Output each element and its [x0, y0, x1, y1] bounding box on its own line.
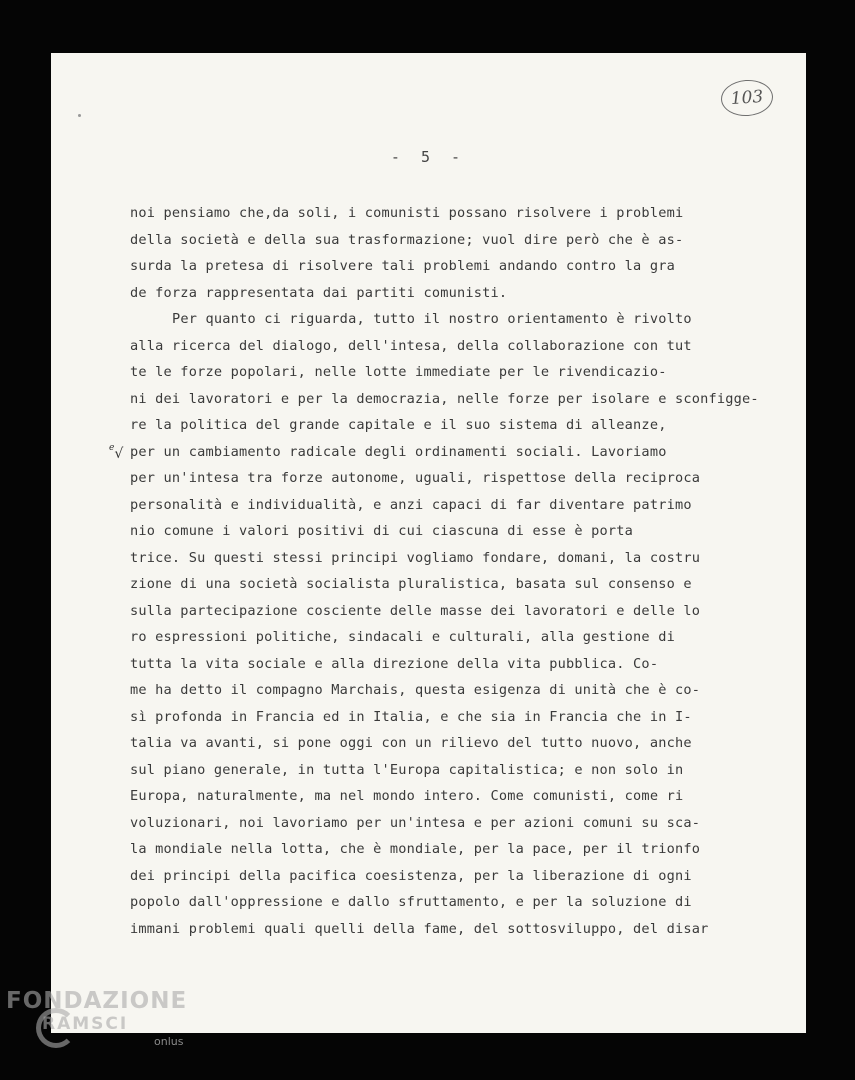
text-line: sulla partecipazione cosciente delle masse dei lavoratori e delle lo — [130, 602, 701, 619]
watermark-line2: RAMSCI — [42, 1014, 129, 1034]
text-line: voluzionari, noi lavoriamo per un'intesa e per azioni comuni su sca- — [130, 814, 701, 831]
margin-note — [109, 443, 124, 462]
text-line: alla ricerca del dialogo, dell'intesa, della collaborazione con tut — [130, 337, 692, 354]
punch-mark — [78, 114, 81, 117]
text-line: surda la pretesa di risolvere tali problemi andando contro la gra — [130, 258, 675, 274]
text-line: me ha detto il compagno Marchais, questa esigenza di unità che è co- — [130, 682, 701, 698]
text-line: dei principi della pacifica coesistenza, per la liberazione di ogni — [130, 867, 692, 884]
text-line: Europa, naturalmente, ma nel mondo intero. Come comunisti, come ri — [130, 788, 684, 804]
text-line: Per quanto ci riguarda, tutto il nostro orientamento è rivolto — [172, 311, 692, 327]
text-line: te le forze popolari, nelle lotte immediate per le rivendicazio- — [130, 364, 667, 380]
margin-note-mark: √ — [114, 446, 124, 462]
watermark-line1: FONDAZIONE — [6, 988, 188, 1014]
text-line: trice. Su questi stessi principi vogliamo fondare, domani, la costru — [130, 549, 701, 566]
body-text — [130, 200, 759, 942]
archive-number-stamp: 103 — [720, 78, 774, 118]
text-line: personalità e individualità, e anzi capaci di far diventare patrimo — [130, 496, 692, 513]
text-line: per un'intesa tra forze autonome, uguali, rispettose della reciproca — [130, 470, 701, 486]
page-header: - 5 - — [390, 148, 467, 166]
text-line: la mondiale nella lotta, che è mondiale, per la pace, per il trionfo — [130, 841, 701, 857]
text-line: immani problemi quali quelli della fame, del sottosviluppo, del disar — [130, 920, 709, 937]
text-line: sul piano generale, in tutta l'Europa capitalistica; e non solo in — [130, 761, 684, 778]
text-line: zione di una società socialista pluralistica, basata sul consenso e — [130, 576, 692, 592]
text-line: de forza rappresentata dai partiti comunisti. — [130, 284, 508, 301]
text-line: della società e della sua trasformazione; vuol dire però che è as- — [130, 231, 684, 248]
text-line: per un cambiamento radicale degli ordinamenti sociali. Lavoriamo — [130, 443, 667, 460]
text-line: ni dei lavoratori e per la democrazia, nelle forze per isolare e sconfigge- — [130, 390, 759, 407]
text-line: noi pensiamo che,da soli, i comunisti possano risolvere i problemi — [130, 205, 684, 221]
text-line: popolo dall'oppressione e dallo sfruttamento, e per la soluzione di — [130, 894, 692, 910]
text-line: nio comune i valori positivi di cui ciascuna di esse è porta — [130, 523, 634, 539]
text-line: ro espressioni politiche, sindacali e culturali, alla gestione di — [130, 629, 675, 645]
text-line: talia va avanti, si pone oggi con un rilievo del tutto nuovo, anche — [130, 735, 692, 751]
watermark-onlus: onlus — [154, 1035, 184, 1048]
fondazione-gramsci-watermark — [6, 988, 188, 1048]
margin-note-sup: e — [109, 443, 115, 453]
document-page — [51, 53, 806, 1033]
text-line: re la politica del grande capitale e il suo sistema di alleanze, — [130, 417, 667, 433]
text-line: tutta la vita sociale e alla direzione della vita pubblica. Co- — [130, 655, 659, 672]
text-line: sì profonda in Francia ed in Italia, e che sia in Francia che in I- — [130, 708, 692, 725]
